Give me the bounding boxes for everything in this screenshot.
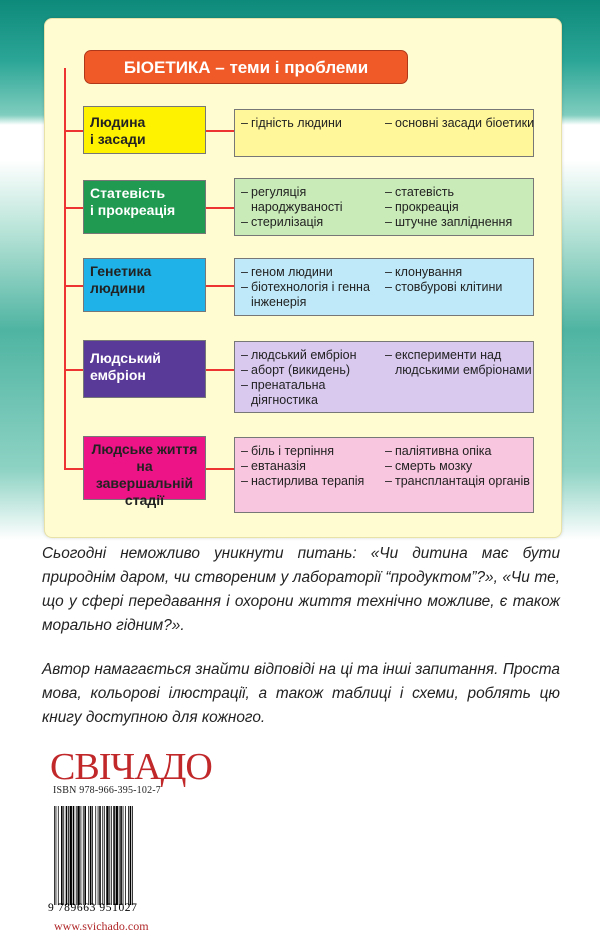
topic-item: – аборт (викидень): [241, 363, 350, 377]
topic-box: Людське життя на завершальній стадії: [83, 436, 206, 500]
topic-item: – штучне запліднення: [385, 215, 513, 229]
connector-arrow: [206, 369, 234, 371]
connector-branch: [64, 369, 83, 371]
topic-item: – біль і терпіння: [241, 444, 335, 458]
topic-item: – гідність людини: [241, 116, 342, 130]
topic-item: – основні засади біоетики: [385, 116, 535, 130]
topic-details: [234, 341, 534, 413]
topic-box: Людина і засади: [83, 106, 206, 154]
connector-branch: [64, 285, 83, 287]
svg-text:СВІЧАДО: СВІЧАДО: [50, 746, 212, 788]
intro-paragraph: Сьогодні неможливо уникнути питань: «Чи дитина має бути природнім даром, чи створеним у лабораторії “продуктом”?», «Чи те, що у сфері передавання і охорони життя технічно можливе, є також морально гідним?».: [42, 545, 560, 634]
connector-branch: [64, 130, 83, 132]
website-link[interactable]: www.svichado.com: [54, 919, 149, 933]
topic-item: – геном людини: [241, 265, 333, 279]
topic-box: Статевість і прокреація: [83, 180, 206, 234]
topic-item: – стовбурові клітини: [385, 280, 503, 294]
connector-arrow: [206, 285, 234, 287]
topic-box: Людський ембріон: [83, 340, 206, 398]
topic-item: – евтаназія: [241, 459, 306, 473]
chart-title: БІОЕТИКА – теми і проблеми: [84, 50, 408, 84]
topic-details: [234, 178, 534, 236]
topic-item: – прокреація: [385, 200, 459, 214]
connector-arrow: [206, 207, 234, 209]
topic-item: – регуляція народжуваності: [241, 185, 343, 214]
topic-item: – смерть мозку: [385, 459, 473, 473]
topic-item: – паліятивна опіка: [385, 444, 492, 458]
barcode-number: 9 789663 951027: [48, 902, 138, 914]
topic-item: – людський ембріон: [241, 348, 357, 362]
connector-branch: [64, 468, 83, 470]
author-paragraph: Автор намагається знайти відповіді на ці та інші запитання. Проста мова, кольорові ілюстрації, а також таблиці і схеми, роблять цю книгу доступною для кожного.: [42, 661, 560, 726]
connector-arrow: [206, 130, 234, 132]
topic-item: – експерименти над людськими ембріонами: [385, 348, 532, 377]
barcode-image: [52, 806, 165, 905]
topic-details: [234, 109, 534, 157]
topic-item: – статевість: [385, 185, 454, 199]
topic-item: – біотехнологія і генна інженерія: [241, 280, 370, 309]
connector-branch: [64, 207, 83, 209]
topic-item: – трансплантація органів: [385, 474, 530, 488]
topic-item: – клонування: [385, 265, 463, 279]
connector-line: [64, 68, 66, 468]
topic-item: – стерилізація: [241, 215, 324, 229]
topic-box: Генетика людини: [83, 258, 206, 312]
isbn-label: ISBN 978-966-395-102-7: [53, 785, 162, 796]
topic-details: [234, 437, 534, 513]
topic-details: [234, 258, 534, 316]
topic-item: – настирлива терапія: [241, 474, 365, 488]
topic-item: – пренатальна діягностика: [241, 378, 326, 407]
connector-arrow: [206, 468, 234, 470]
